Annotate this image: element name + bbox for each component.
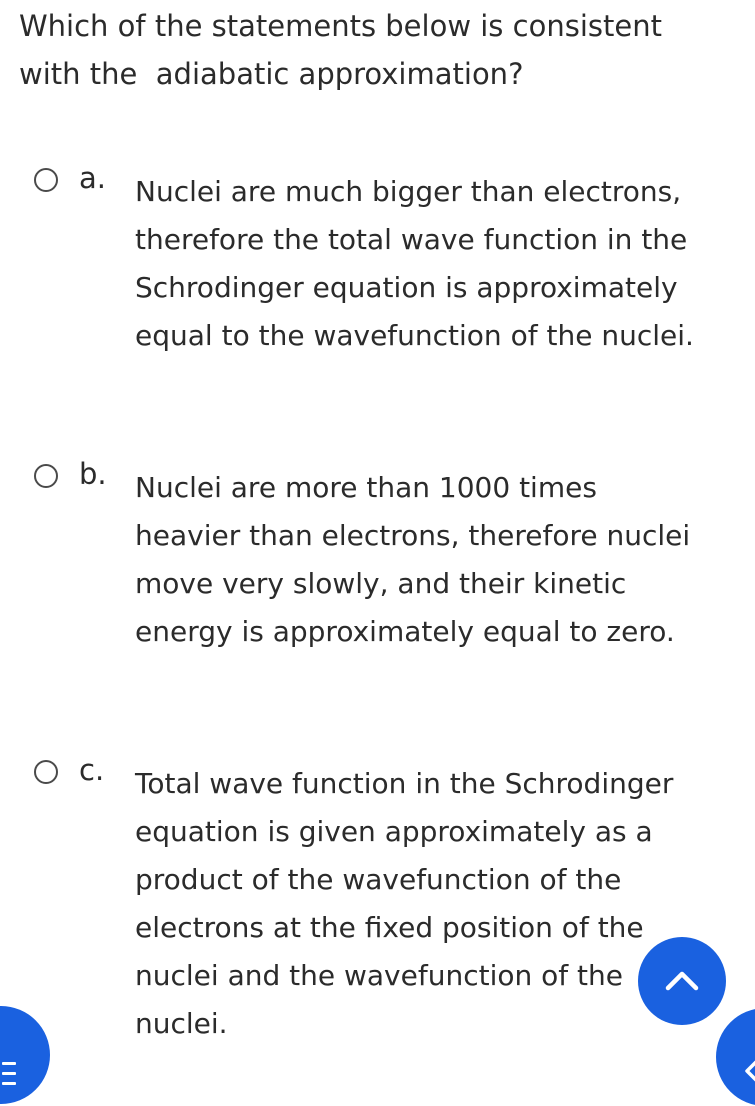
option-a-line: Nuclei are much bigger than electrons,	[135, 175, 682, 208]
option-b-line: move very slowly, and their kinetic	[135, 567, 627, 600]
option-a-line: therefore the total wave function in the	[135, 223, 688, 256]
option-c-line: Total wave function in the Schrodinger	[135, 767, 674, 800]
question-line: with the adiabatic approximation?	[19, 57, 524, 91]
radio-option-c[interactable]	[34, 760, 58, 784]
scroll-to-top-button[interactable]	[638, 937, 726, 1025]
menu-icon	[2, 1062, 16, 1092]
option-b-text	[135, 464, 735, 656]
option-c-line: electrons at the fixed position of the	[135, 911, 644, 944]
question-text	[19, 2, 719, 98]
chevron-up-icon	[664, 964, 700, 994]
option-a-letter: a.	[79, 161, 106, 195]
option-c-line: nuclei and the wavefunction of the	[135, 959, 623, 992]
option-a-line: Schrodinger equation is approximately	[135, 271, 678, 304]
option-c-line: product of the wavefunction of the	[135, 863, 622, 896]
option-b-line: Nuclei are more than 1000 times	[135, 471, 597, 504]
radio-option-b[interactable]	[34, 464, 58, 488]
option-b-line: energy is approximately equal to zero.	[135, 615, 675, 648]
radio-option-a[interactable]	[34, 168, 58, 192]
option-c-letter: c.	[79, 753, 105, 787]
question-line: Which of the statements below is consistent	[19, 9, 662, 43]
option-b-line: heavier than electrons, therefore nuclei	[135, 519, 691, 552]
menu-button[interactable]	[0, 1006, 50, 1104]
option-c-line: equation is given approximately as a	[135, 815, 653, 848]
option-b-letter: b.	[79, 457, 107, 491]
option-a-text	[135, 168, 735, 360]
chevron-left-icon	[744, 1058, 755, 1084]
option-c-line: nuclei.	[135, 1007, 228, 1040]
option-a-line: equal to the wavefunction of the nuclei.	[135, 319, 694, 352]
